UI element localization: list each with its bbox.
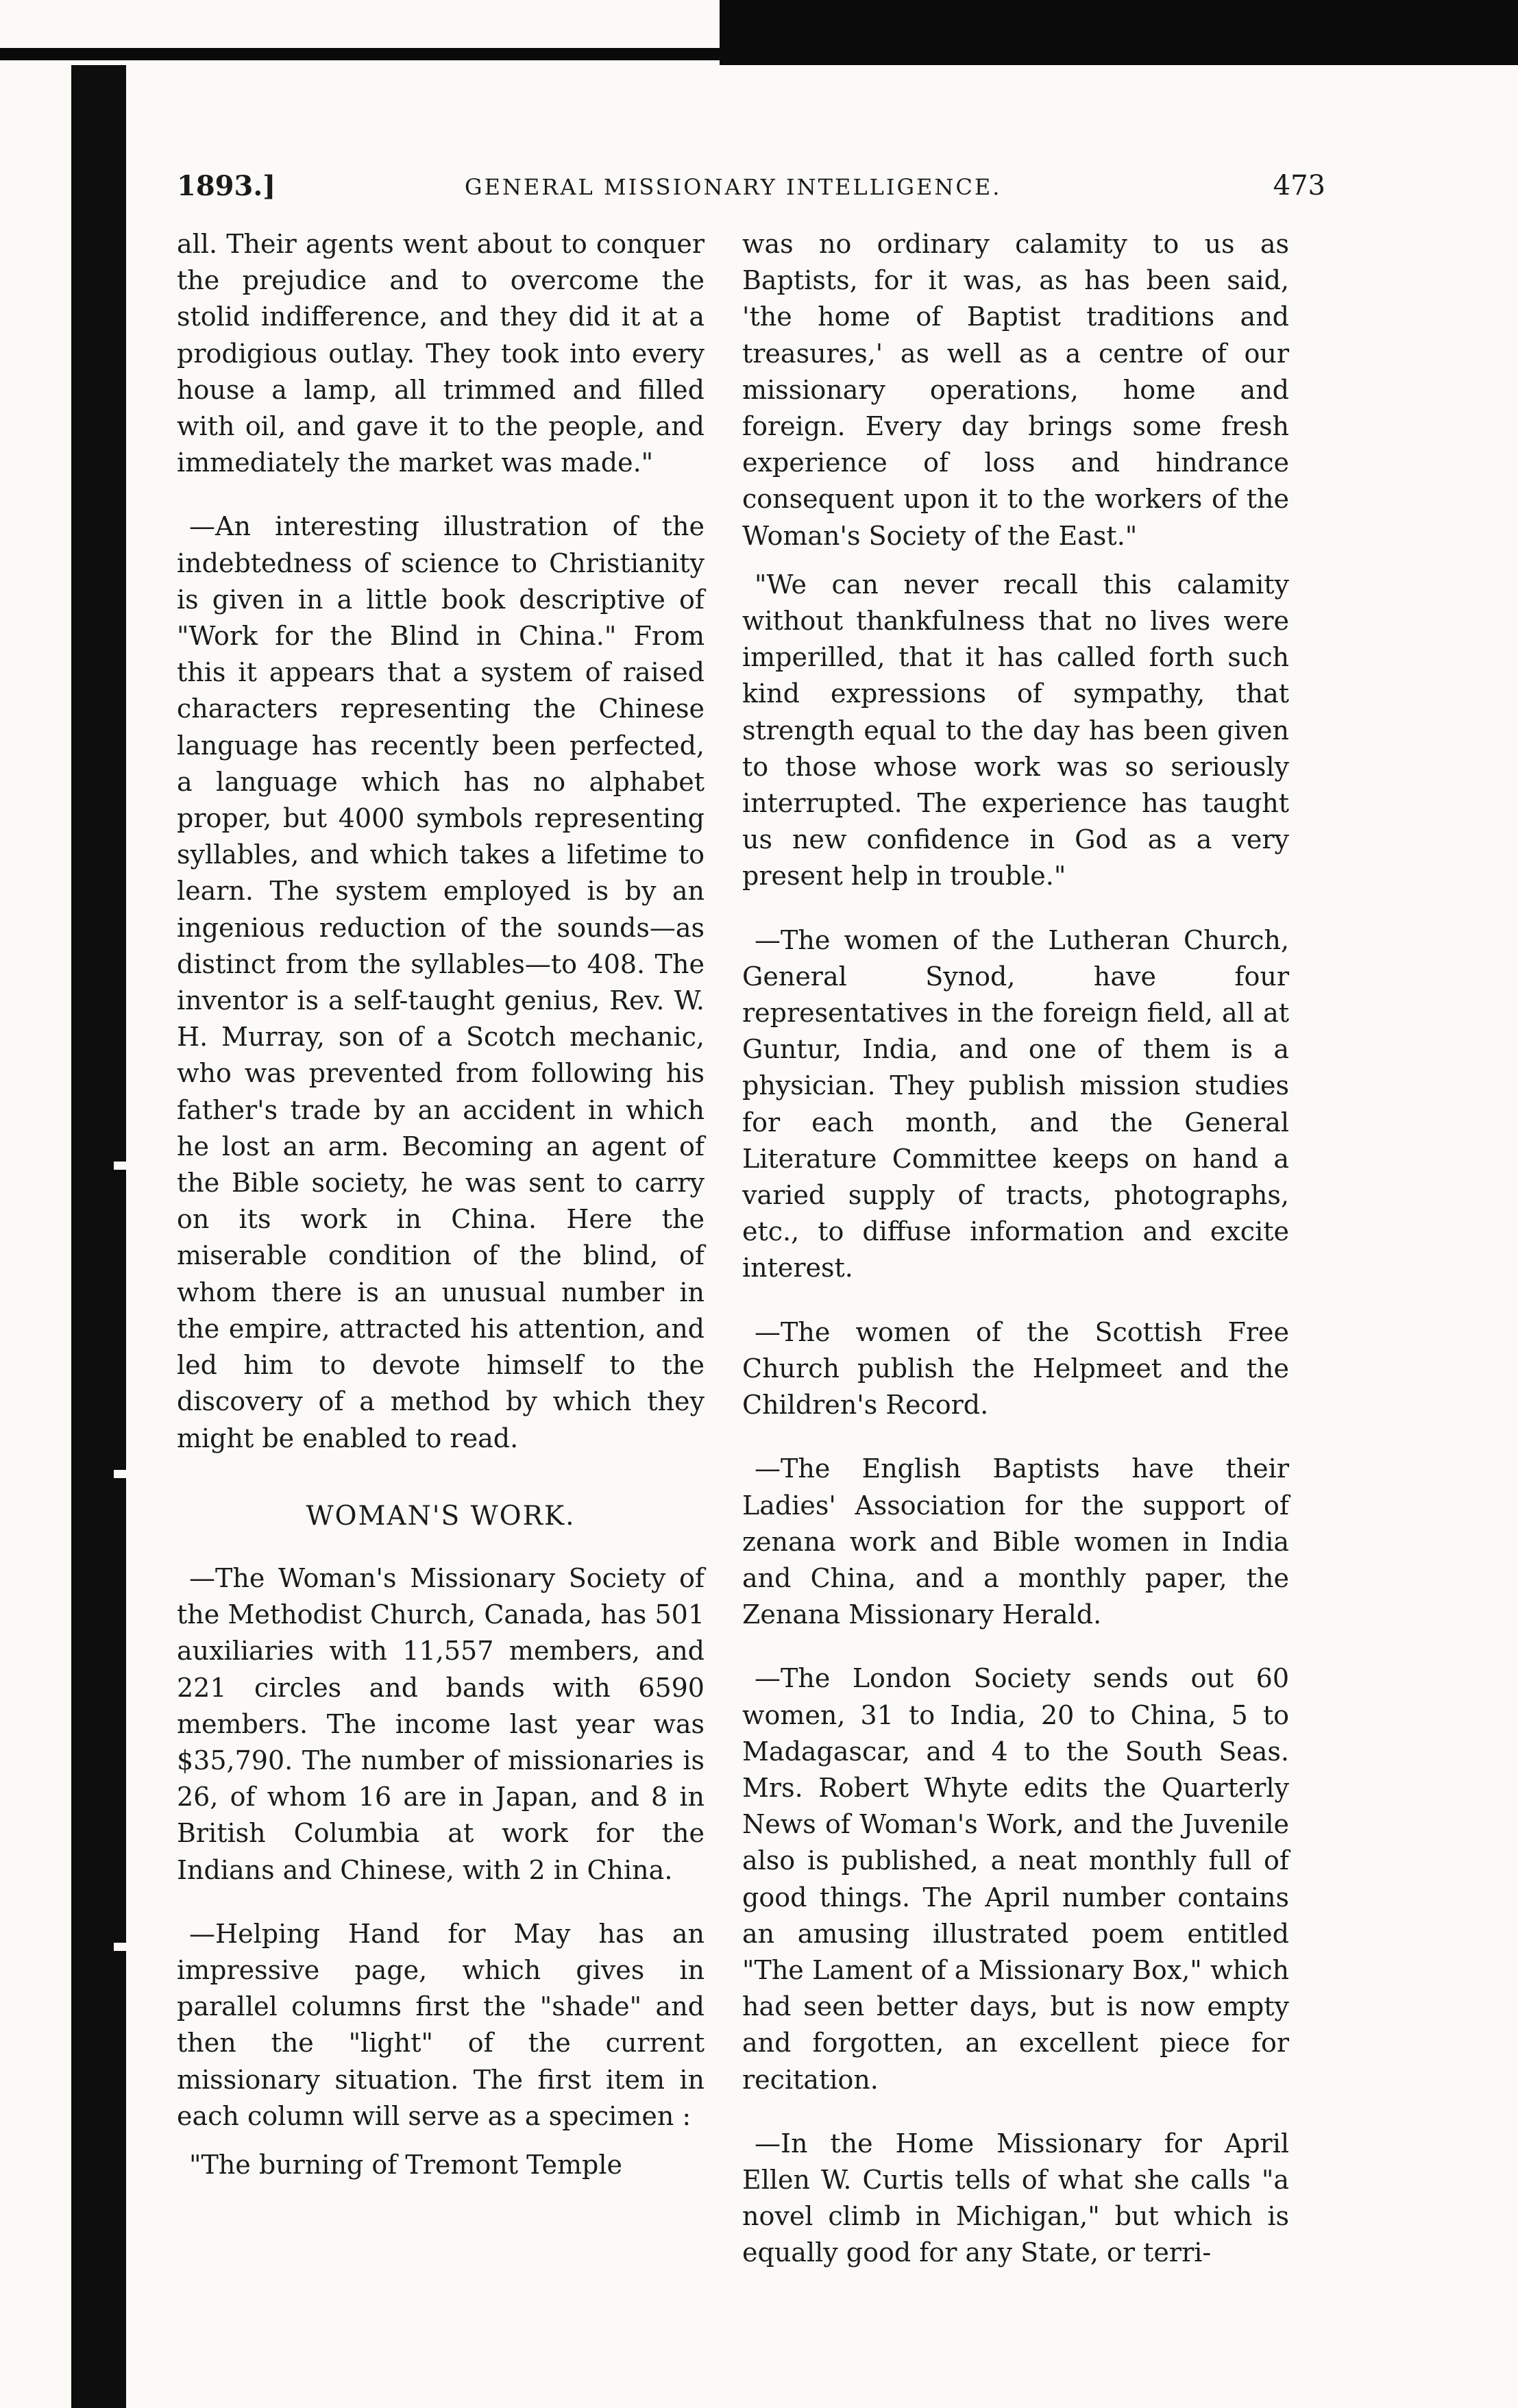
binding-mark bbox=[114, 1943, 126, 1951]
scan-dark-corner bbox=[720, 0, 1518, 65]
left-column bbox=[177, 226, 705, 2196]
scan-edge-line bbox=[0, 48, 726, 60]
right-column bbox=[742, 226, 1289, 2284]
paragraph: all. Their agents went about to conquer the prejudice and to overcome the stolid indifference, and they did it at a prodigious outlay. They took into every house a lamp, all trimmed and filled with oil, and gave it to the people, and immediately the market was made." bbox=[177, 229, 705, 478]
paragraph: "The burning of Tremont Temple bbox=[189, 2149, 622, 2180]
paragraph: —The English Baptists have their Ladies' Association for the support of zenana work and Bible women in India and China, and a monthly paper, the Zenana Missionary Herald. bbox=[742, 1453, 1289, 1630]
book-binding-edge bbox=[71, 65, 126, 2408]
paragraph: "We can never recall this calamity without thankfulness that no lives were imperilled, that it has called forth such kind expressions of sympathy, that strength equal to the day has been given to those whose work was so seriously interrupted. The experience has taught us new confidence in God as a very present help in trouble." bbox=[742, 569, 1289, 892]
header-title: GENERAL MISSIONARY INTELLIGENCE. bbox=[465, 174, 1002, 200]
section-heading: WOMAN'S WORK. bbox=[306, 1500, 576, 1532]
paragraph: —The women of the Lutheran Church, General Synod, have four representatives in the foreign field, all at Guntur, India, and one of them is a physician. They publish mission studies for each month, and the General Literature Committee keeps on hand a varied supply of tracts, photographs, etc., to diffuse information and excite interest. bbox=[742, 924, 1289, 1283]
paragraph: was no ordinary calamity to us as Baptists, for it was, as has been said, 'the home of Baptist traditions and treasures,' as well as a centre of our missionary operations, home and foreign. Every day brings some fresh experience of loss and hindrance consequent upon it to the workers of the Woman's Society of the East." bbox=[742, 229, 1289, 551]
paragraph: —Helping Hand for May has an impressive page, which gives in parallel columns first the "shade" and then the "light" of the current missionary situation. The first item in each column will serve as a specimen : bbox=[177, 1918, 705, 2131]
header-year: 1893.] bbox=[177, 170, 276, 202]
paragraph: —In the Home Missionary for April Ellen W. Curtis tells of what she calls "a novel climb in Michigan," but which is equally good for any State, or terri- bbox=[742, 2128, 1289, 2268]
paragraph: —The Woman's Missionary Society of the Methodist Church, Canada, has 501 auxiliaries with 11,557 members, and 221 circles and bands with 6590 members. The income last year was $35,790. The number of missionaries is 26, of whom 16 are in Japan, and 8 in British Columbia at work for the Indians and Chinese, with 2 in China. bbox=[177, 1562, 705, 1885]
paragraph: —The women of the Scottish Free Church publish the Helpmeet and the Children's Record. bbox=[742, 1316, 1289, 1421]
binding-mark bbox=[114, 1470, 126, 1478]
paragraph: —The London Society sends out 60 women, 31 to India, 20 to China, 5 to Madagascar, and 4 to the South Seas. Mrs. Robert Whyte edits the Quarterly News of Woman's Work, and the Juvenile also is published, a neat monthly full of good things. The April number contains an amusing illustrated poem entitled "The Lament of a Missionary Box," which had seen better days, but is now empty and forgotten, an excellent piece for recitation. bbox=[742, 1663, 1289, 2095]
running-header bbox=[177, 170, 1325, 211]
binding-mark bbox=[114, 1162, 126, 1170]
page-number: 473 bbox=[1273, 170, 1325, 201]
scan-top-border bbox=[0, 0, 1518, 65]
paragraph: —An interesting illustration of the indebtedness of science to Christianity is given in a little book descriptive of "Work for the Blind in China." From this it appears that a system of raised characters representing the Chinese language has recently been perfected, a language which has no alphabet proper, but 4000 symbols representing syllables, and which takes a lifetime to learn. The system employed is by an ingenious reduction of the sounds—as distinct from the syllables—to 408. The inventor is a self-taught genius, Rev. W. H. Murray, son of a Scotch mechanic, who was prevented from following his father's trade by an accident in which he lost an arm. Becoming an agent of the Bible society, he was sent to carry on its work in China. Here the miserable condition of the blind, of whom there is an unusual number in the empire, attracted his attention, and led him to devote himself to the discovery of a method by which they might be enabled to read. bbox=[177, 511, 705, 1453]
